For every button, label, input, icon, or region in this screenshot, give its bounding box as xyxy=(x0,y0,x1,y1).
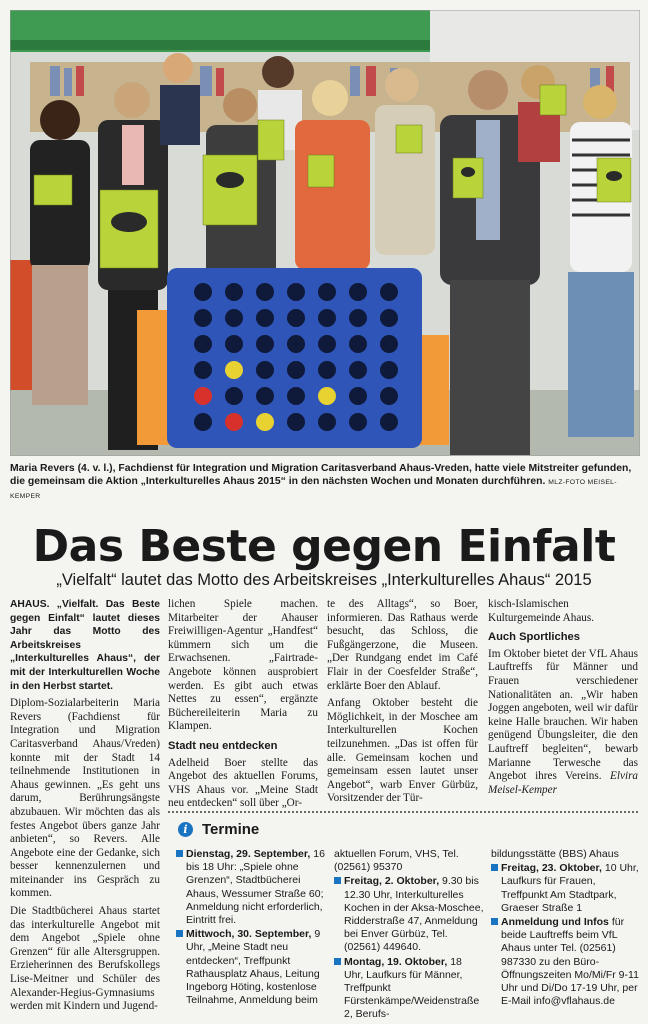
article-column-4 xyxy=(488,598,638,801)
article-paragraph: Anfang Oktober besteht die Möglichkeit, in der Moschee am Interkulturellen Kochen teilzunehmen. „Das ist offen für alle. Gemeinsam kochen und gemeinsam essen lautet unser Angebot“, warb Enver Gürbüz, Vorsitzender der Tür- xyxy=(327,697,478,805)
section-heading: Stadt neu entdecken xyxy=(168,739,278,752)
bullet-icon xyxy=(176,930,183,937)
event-item xyxy=(176,848,326,927)
article-paragraph: lichen Spiele machen. Mitarbeiter der Ahauser Freiwilligen-Agentur „Handfest“ kümmern sich um die Erwachsenen. „Fairtrade-Angebote können ausprobiert werden. Es gibt auch etwas Nettes zu essen“, ergänzte Büchereileiterin Maria zu Klampen. xyxy=(168,598,318,733)
article-paragraph: kisch-Islamischen Kulturgemeinde Ahaus. xyxy=(488,598,595,624)
section-divider xyxy=(168,811,638,813)
event-item xyxy=(176,928,326,1007)
termine-column-3 xyxy=(491,848,641,1009)
group-photo-illustration xyxy=(10,10,640,456)
bullet-icon xyxy=(491,918,498,925)
bullet-icon xyxy=(334,958,341,965)
article-paragraph: te des Alltags“, so Boer, informieren. Das Rathaus werde besucht, das Schloss, die Fußgängerzone, die Museen. „Der Rundgang endet im Café Flair in der Coesfelder Straße“, erklärte Boer den Ablauf. xyxy=(327,598,478,692)
event-continuation: aktuellen Forum, VHS, Tel. (02561) 95370 xyxy=(334,848,459,874)
bullet-icon xyxy=(334,877,341,884)
termine-header xyxy=(178,821,259,838)
author-byline: Elvira Meisel-Kemper xyxy=(488,770,639,796)
article-text: Im Oktober bietet der VfL Ahaus Lauftreffs für Männer und Frauen verschiedener Nationalitäten an. „Wir haben Joggen angeboten, weil wir dafür keine Halle brauchen. Wir haben genügend Übungsleiter, die den Lauftreff begleiten“, bewarb Marianne Terwesche das Angebot ihres Vereins. xyxy=(488,647,638,783)
event-item xyxy=(491,862,641,915)
event-text: für beide Lauftreffs beim VfL Ahaus unter Tel. (02561) 987330 zu den Büro-Öffnungszeiten Mo/Mi/Fr 9-11 Uhr und Di/Do 17-19 Uhr, per E-Mail info@vflahaus.de xyxy=(501,916,639,1008)
event-date: Mittwoch, 30. September, xyxy=(186,928,312,941)
termine-title: Termine xyxy=(202,821,260,838)
section-heading: Auch Sportliches xyxy=(488,631,581,644)
event-date: Freitag, 23. Oktober, xyxy=(501,862,602,875)
article-paragraph: Adelheid Boer stellte das Angebot des aktuellen Forums, VHS Ahaus vor. „Meine Stadt neu entdecken“ soll über „Or- xyxy=(168,756,318,810)
event-item xyxy=(334,875,484,954)
article-column-1 xyxy=(10,598,160,1018)
termine-column-2 xyxy=(334,848,484,1023)
bullet-icon xyxy=(176,850,183,857)
termine-column-1 xyxy=(176,848,326,1008)
event-text: 9.30 bis 12.30 Uhr, Interkulturelles Kochen in der Aksa-Moschee, Ridderstraße 47, Anmeldung bei Enver Gürbüz, Tel. (02561) 449640. xyxy=(344,875,484,954)
event-text: 9 Uhr, „Meine Stadt neu entdecken“, Treffpunkt Rathausplatz Ahaus, Leitung Ingeborg Höting, kostenlose Teilnahme, Anmeldung beim xyxy=(186,928,321,1007)
event-date: Freitag, 2. Oktober, xyxy=(344,875,440,888)
article-column-3 xyxy=(327,598,478,810)
event-item xyxy=(334,956,484,1022)
group-photo xyxy=(10,10,640,456)
event-text: 16 bis 18 Uhr: „Spiele ohne Grenzen“, Stadtbücherei Ahaus, Wessumer Straße 60; Anmeldung nicht erforderlich, Eintritt frei. xyxy=(186,848,325,927)
article-paragraph: Diplom-Sozialarbeiterin Maria Revers (Fachdienst für Integration und Migration Caritasverband Ahaus/Vreden) konnte mit der Stadt 14 teilnehmende Institutionen in Ahaus gewinnen. „Es geht uns darum, Berührungsängste abzubauen. Wir möchten das als festes Angebot übers ganze Jahr anbieten“, so Revers. Alle Angebote eine der Gedanke, sich besser kennenzulernen und miteinander ins Gespräch zu kommen. xyxy=(10,697,160,900)
article-column-2 xyxy=(168,598,318,815)
caption-text: Maria Revers (4. v. l.), Fachdienst für Integration und Migration Caritasverband Ahaus-Vreden, hatte viele Mitstreiter gefunden, die gemeinsam die Aktion „Interkulturelles Ahaus 2015“ in den nächsten Wochen und Monaten durchführen. xyxy=(10,463,632,487)
event-continuation: bildungsstätte (BBS) Ahaus xyxy=(491,848,619,860)
article-paragraph xyxy=(488,648,638,798)
event-item xyxy=(491,916,641,1008)
subheadline: „Vielfalt“ lautet das Motto des Arbeitskreises „Interkulturelles Ahaus“ 2015 xyxy=(56,571,592,589)
bullet-icon xyxy=(491,864,498,871)
photo-credit: MLZ-FOTO MEISEL-KEMPER xyxy=(10,479,617,500)
event-date: Dienstag, 29. September, xyxy=(186,848,311,860)
article-lead: AHAUS. „Vielfalt. Das Beste gegen Einfalt“ lautet dieses Jahr das Motto des Arbeitskreises „Interkulturelles Ahaus“, der mit der Interkulturellen Woche in den Herbst startet. xyxy=(10,599,160,692)
info-icon: i xyxy=(178,822,193,837)
event-date: Anmeldung und Infos xyxy=(501,916,609,929)
event-text: 18 Uhr, Laufkurs für Männer, Treffpunkt Fürstenkämpe/Weidenstraße 2, Berufs- xyxy=(344,955,480,1021)
event-date: Montag, 19. Oktober, xyxy=(344,955,448,968)
article-paragraph: Die Stadtbücherei Ahaus startet das interkulturelle Angebot mit dem Angebot „Spiele ohne Grenzen“ für alle Altersgruppen. Erzieherinnen des Berufskollegs Lise-Meitner und Schüler des Alexander-Hegius-Gymnasiums werden mit Kindern und Jugend- xyxy=(10,905,160,1013)
photo-caption xyxy=(10,462,640,503)
event-text: 10 Uhr, Laufkurs für Frauen, Treffpunkt Am Stadtpark, Graeser Straße 1 xyxy=(501,862,639,914)
headline: Das Beste gegen Einfalt xyxy=(32,521,616,572)
